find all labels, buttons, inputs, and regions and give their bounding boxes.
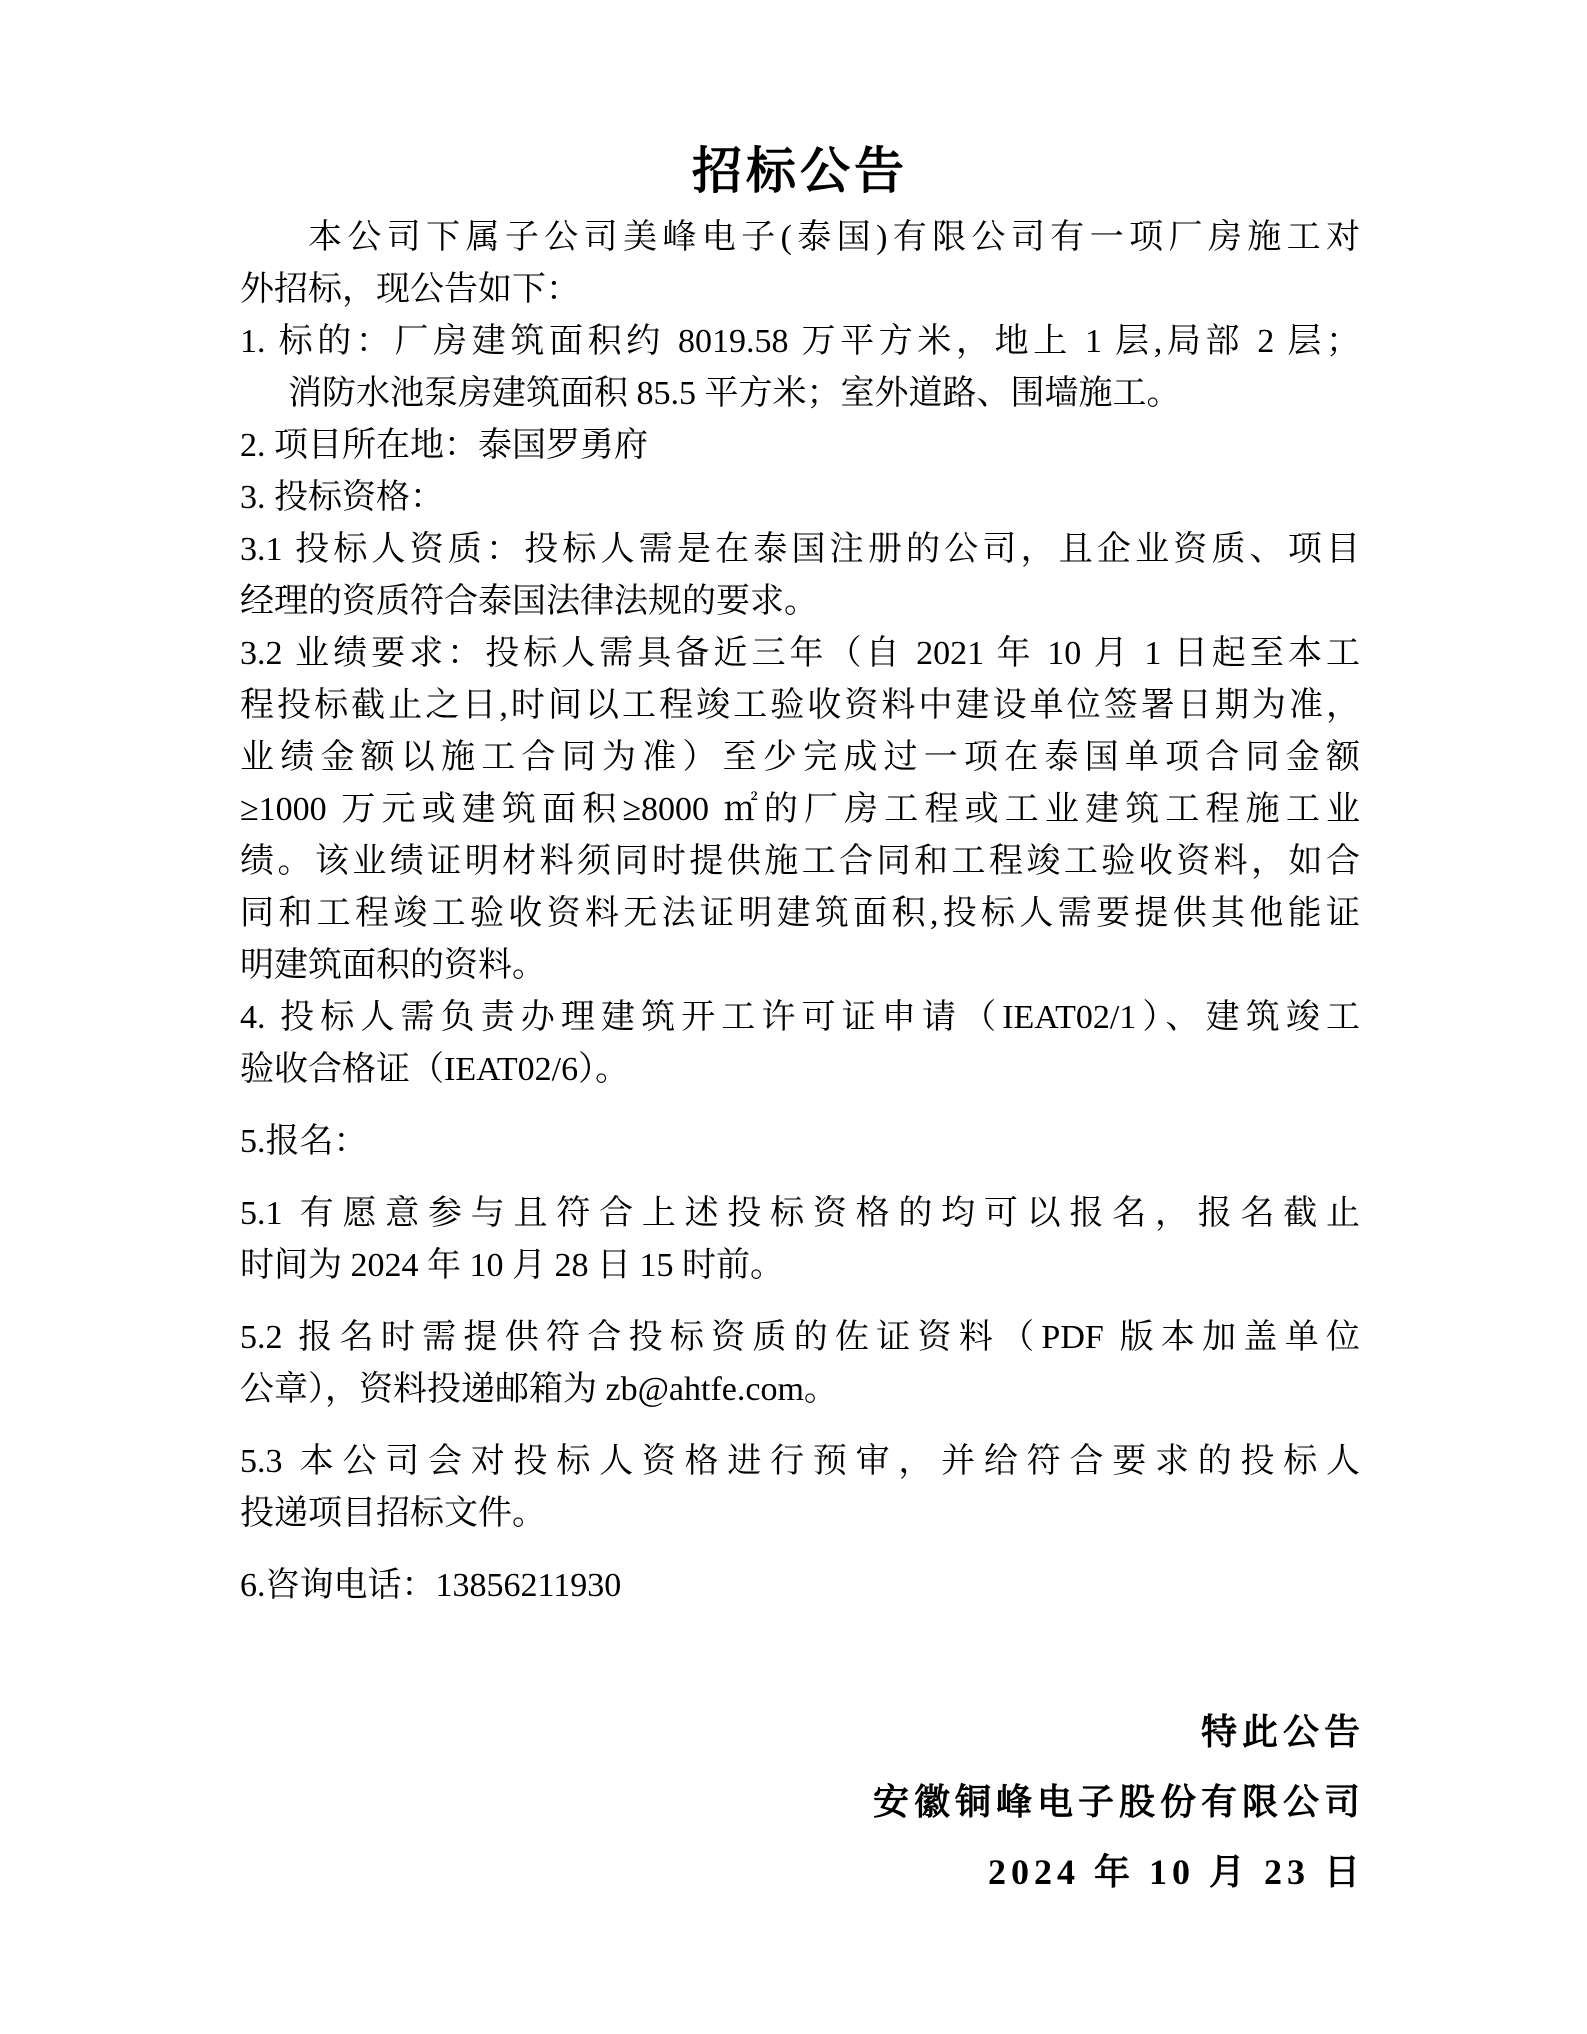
item-1-line-1: 1. 标的：厂房建筑面积约 8019.58 万平方米，地上 1 层,局部 2 层； [240,323,1360,360]
item-3-1-line-1: 3.1 投标人资质：投标人需是在泰国注册的公司，且企业资质、项目 [240,531,1360,568]
intro-line-2: 外招标，现公告如下： [240,271,580,308]
item-4-permits [240,992,1360,1096]
item-4-line-1: 4. 投标人需负责办理建筑开工许可证申请（IEAT02/1）、建筑竣工 [240,999,1360,1036]
item-5-line: 5.报名： [240,1123,368,1160]
closing-company-name: 安徽铜峰电子股份有限公司 [872,1782,1365,1822]
item-3-line: 3. 投标资格： [240,479,444,516]
item-1-subject [240,316,1360,420]
intro-line-1: 本公司下属子公司美峰电子(泰国)有限公司有一项厂房施工对 [308,219,1360,256]
item-4-line-2: 验收合格证（IEAT02/6）。 [240,1051,630,1088]
item-5-2-submission-email [240,1312,1360,1416]
item-5-2-line-1: 5.2 报名时需提供符合投标资质的佐证资料（PDF 版本加盖单位 [240,1319,1360,1356]
item-3-2-line-1: 3.2 业绩要求：投标人需具备近三年（自 2021 年 10 月 1 日起至本工 [240,635,1360,672]
item-5-3-line-1: 5.3 本公司会对投标人资格进行预审，并给符合要求的投标人 [240,1443,1360,1480]
item-5-3-line-2: 投递项目招标文件。 [240,1495,546,1532]
item-3-2-line-2: 程投标截止之日,时间以工程竣工验收资料中建设单位签署日期为准， [240,687,1360,724]
closing-notice: 特此公告 [1200,1712,1365,1752]
item-5-1-line-1: 5.1 有愿意参与且符合上述投标资格的均可以报名，报名截止 [240,1195,1360,1232]
item-3-qualification [240,472,1360,524]
document-body [240,212,1365,1907]
closing-date: 2024 年 10 月 23 日 [987,1852,1365,1892]
item-1-line-2: 消防水池泵房建筑面积 85.5 平方米；室外道路、围墙施工。 [288,375,1181,412]
intro-paragraph [240,212,1360,316]
item-5-2-line-2: 公章），资料投递邮箱为 zb@ahtfe.com。 [240,1371,838,1408]
item-3-2-performance-requirement [240,628,1360,992]
item-3-2-line-6: 同和工程竣工验收资料无法证明建筑面积,投标人需要提供其他能证 [240,895,1360,932]
closing-block [240,1697,1365,1907]
item-3-2-line-5: 绩。该业绩证明材料须同时提供施工合同和工程竣工验收资料，如合 [240,843,1360,880]
item-6-contact-phone [240,1560,1360,1612]
item-3-2-line-3: 业绩金额以施工合同为准）至少完成过一项在泰国单项合同金额 [240,739,1360,776]
item-5-registration [240,1116,1360,1168]
item-5-1-line-2: 时间为 2024 年 10 月 28 日 15 时前。 [240,1247,784,1284]
item-3-1-bidder-qualification [240,524,1360,628]
item-5-3-prequalification [240,1436,1360,1540]
item-6-line: 6.咨询电话：13856211930 [240,1567,622,1604]
item-2-location [240,420,1360,472]
item-3-2-line-4: ≥1000 万元或建筑面积≥8000 ㎡的厂房工程或工业建筑工程施工业 [240,791,1360,828]
item-2-line: 2. 项目所在地：泰国罗勇府 [240,427,648,464]
item-3-1-line-2: 经理的资质符合泰国法律法规的要求。 [240,583,818,620]
item-5-1-registration-deadline [240,1188,1360,1292]
document-title: 招标公告 [692,143,908,199]
item-3-2-line-7: 明建筑面积的资料。 [240,947,546,984]
